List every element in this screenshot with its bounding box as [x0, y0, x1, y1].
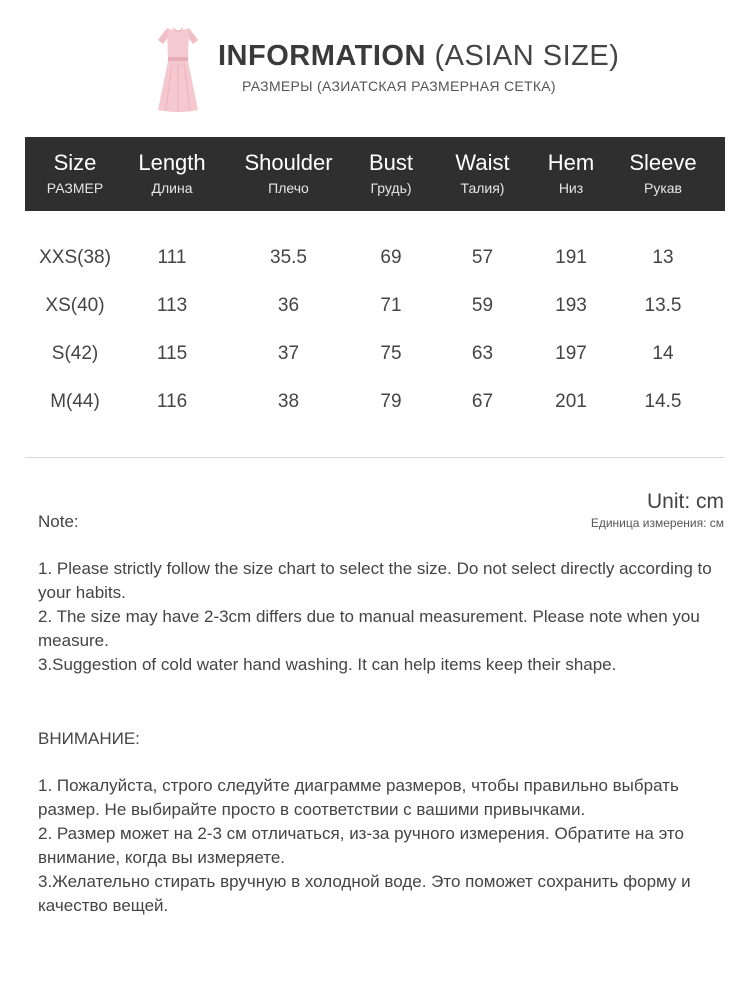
table-cell: 67 — [471, 391, 494, 412]
column-header-ru: РАЗМЕР — [46, 180, 104, 196]
column-header-bust — [358, 137, 424, 211]
table-cell: 63 — [471, 343, 494, 364]
column-header-en: Shoulder — [244, 150, 333, 175]
notes-russian — [38, 774, 728, 918]
column-header-en: Length — [138, 150, 206, 175]
column-header-en: Size — [53, 150, 97, 175]
table-row — [25, 330, 725, 378]
table-header-row — [25, 137, 725, 211]
size-table — [25, 137, 725, 426]
note-item: 3.Suggestion of cold water hand washing. It can help items keep their shape. — [38, 655, 617, 674]
column-header-hem — [541, 137, 601, 211]
spacer-cell — [25, 211, 725, 234]
note-heading: Note: — [38, 512, 79, 531]
note-item-ru: 1. Пожалуйста, строго следуйте диаграмме размеров, чтобы правильно выбрать размер. Не выбирайте просто в соответствии с вашими привычками. — [38, 776, 679, 819]
table-cell: 59 — [471, 295, 494, 316]
column-header-sleeve — [601, 137, 725, 211]
table-cell: S(42) — [51, 343, 99, 364]
table-row — [25, 378, 725, 426]
table-cell: 36 — [277, 295, 300, 316]
table-cell: 201 — [555, 391, 587, 412]
note-heading-ru: ВНИМАНИЕ: — [38, 729, 140, 748]
table-cell: 37 — [277, 343, 300, 364]
table-cell: 57 — [471, 247, 494, 268]
column-header-ru: Плечо — [268, 180, 309, 196]
note-item-ru: 3.Желательно стирать вручную в холодной воде. Это поможет сохранить форму и качество вещей. — [38, 872, 691, 915]
table-cell: XS(40) — [45, 295, 105, 316]
table-cell: 111 — [157, 247, 187, 268]
table-cell: 191 — [555, 247, 587, 268]
table-cell: 116 — [156, 391, 188, 412]
table-spacer — [25, 211, 725, 234]
note-item: 2. The size may have 2-3cm differs due to manual measurement. Please note when you measure. — [38, 607, 700, 650]
table-row — [25, 282, 725, 330]
title-block — [218, 38, 620, 94]
table-cell: 14 — [652, 343, 674, 364]
page-subtitle: РАЗМЕРЫ (АЗИАТСКАЯ РАЗМЕРНАЯ СЕТКА) — [242, 78, 556, 94]
column-header-en: Bust — [368, 150, 414, 175]
table-cell: 35.5 — [270, 247, 307, 268]
header — [0, 0, 750, 130]
table-cell: 113 — [156, 295, 188, 316]
column-header-ru: Талия) — [460, 180, 505, 196]
table-cell: 115 — [156, 343, 188, 364]
page-title-bold: INFORMATION — [218, 40, 426, 72]
table-cell: 38 — [277, 391, 300, 412]
table-cell: 193 — [555, 295, 587, 316]
note-item: 1. Please strictly follow the size chart to select the size. Do not select directly according to your habits. — [38, 559, 712, 602]
column-header-ru: Грудь) — [370, 180, 412, 196]
column-header-ru: Рукав — [644, 180, 682, 196]
column-header-length — [125, 137, 219, 211]
table-cell: 79 — [380, 391, 402, 412]
unit-label: Unit: cm — [646, 490, 724, 513]
table-cell: XXS(38) — [39, 247, 111, 268]
column-header-waist — [424, 137, 541, 211]
table-row — [25, 234, 725, 282]
pink-dress-icon — [150, 24, 206, 114]
table-cell: 69 — [380, 247, 402, 268]
section-divider — [25, 457, 725, 458]
column-header-en: Hem — [547, 150, 595, 175]
table-cell: 13.5 — [644, 295, 682, 316]
column-header-shoulder — [219, 137, 358, 211]
page-title — [218, 38, 619, 74]
table-cell: 14.5 — [644, 391, 682, 412]
column-header-size — [25, 137, 125, 211]
notes-english — [38, 557, 718, 677]
note-item-ru: 2. Размер может на 2-3 см отличаться, из-за ручного измерения. Обратите на это внимание, когда вы измеряете. — [38, 824, 684, 867]
column-header-en: Waist — [455, 150, 510, 175]
column-header-ru: Низ — [558, 180, 584, 196]
table-cell: 197 — [555, 343, 587, 364]
column-header-en: Sleeve — [629, 150, 697, 175]
column-header-ru: Длина — [151, 180, 193, 196]
unit-label-ru: Единица измерения: см — [590, 516, 724, 530]
table-cell: 71 — [380, 295, 402, 316]
table-cell: M(44) — [50, 391, 100, 412]
table-cell: 13 — [652, 247, 674, 268]
page-title-light: (ASIAN SIZE) — [434, 40, 620, 72]
table-cell: 75 — [380, 343, 402, 364]
